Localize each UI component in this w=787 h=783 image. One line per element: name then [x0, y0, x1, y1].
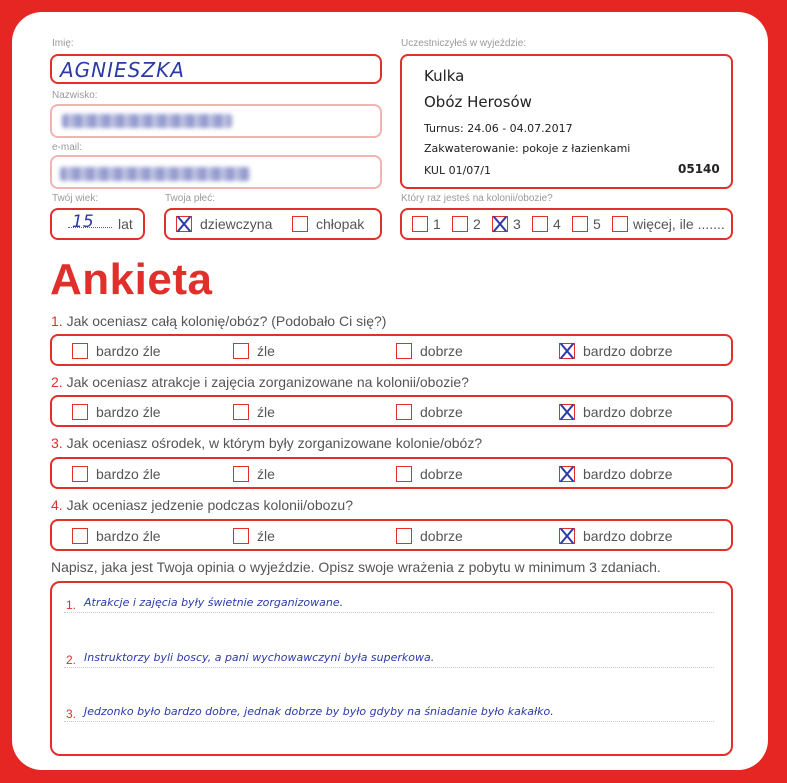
q1-option-d-label: bardzo dobrze	[583, 343, 673, 359]
camp-code: KUL 01/07/1	[424, 164, 491, 177]
age-label: Twój wiek:	[52, 193, 99, 204]
question-3-options	[50, 457, 733, 489]
which-time-label: Który raz jesteś na kolonii/obozie?	[401, 193, 553, 204]
question-4	[51, 497, 353, 513]
opinion-3-number: 3.	[66, 707, 77, 721]
q4-option-a-checkbox[interactable]	[72, 528, 88, 544]
name-label: Imię:	[52, 38, 74, 49]
q2-option-a-checkbox[interactable]	[72, 404, 88, 420]
q2-option-d-label: bardzo dobrze	[583, 404, 673, 420]
surname-redacted	[62, 114, 232, 128]
q4-option-a-label: bardzo źle	[96, 528, 161, 544]
q2-option-a-label: bardzo źle	[96, 404, 161, 420]
question-2-options	[50, 395, 733, 427]
q1-option-d-checkbox[interactable]	[559, 343, 575, 359]
question-3	[51, 435, 482, 451]
q3-option-b-label: źle	[257, 466, 275, 482]
q3-option-d-checkbox[interactable]	[559, 466, 575, 482]
q3-option-a-checkbox[interactable]	[72, 466, 88, 482]
q2-option-d-checkbox[interactable]	[559, 404, 575, 420]
question-3-text: Jak oceniasz ośrodek, w którym były zorganizowane kolonie/obóz?	[66, 435, 483, 451]
time-3-label: 3	[513, 216, 521, 232]
q4-option-c-checkbox[interactable]	[396, 528, 412, 544]
q4-option-b-checkbox[interactable]	[233, 528, 249, 544]
gender-label: Twoja płeć:	[165, 193, 216, 204]
opinion-3-line	[64, 721, 714, 722]
camp-type: Obóz Herosów	[424, 93, 532, 111]
q2-option-b-checkbox[interactable]	[233, 404, 249, 420]
opinion-2-line	[64, 667, 714, 668]
q4-option-d-label: bardzo dobrze	[583, 528, 673, 544]
name-value: AGNIESZKA	[60, 58, 185, 82]
q3-option-a-label: bardzo źle	[96, 466, 161, 482]
time-1-checkbox[interactable]	[412, 216, 428, 232]
time-1-label: 1	[433, 216, 441, 232]
female-checkbox[interactable]	[176, 216, 192, 232]
camp-name: Kulka	[424, 67, 465, 85]
question-4-options	[50, 519, 733, 551]
opinion-1-number: 1.	[66, 598, 77, 612]
male-checkbox[interactable]	[292, 216, 308, 232]
time-5-label: 5	[593, 216, 601, 232]
q3-option-b-checkbox[interactable]	[233, 466, 249, 482]
q1-option-b-checkbox[interactable]	[233, 343, 249, 359]
male-label: chłopak	[316, 216, 365, 232]
age-dotline	[68, 227, 112, 228]
which-time-field	[400, 208, 733, 240]
opinion-prompt: Napisz, jaka jest Twoja opinia o wyjeździe. Opisz swoje wrażenia z pobytu w minimum 3 zdaniach.	[51, 559, 661, 575]
opinion-1-text: Atrakcje i zajęcia były świetnie zorganizowane.	[84, 596, 344, 609]
question-2	[51, 374, 469, 390]
q1-option-a-label: bardzo źle	[96, 343, 161, 359]
opinion-2-number: 2.	[66, 653, 77, 667]
surname-field[interactable]	[50, 104, 382, 138]
email-redacted	[60, 167, 250, 181]
q1-option-c-checkbox[interactable]	[396, 343, 412, 359]
q2-option-c-label: dobrze	[420, 404, 463, 420]
female-label: dziewczyna	[200, 216, 273, 232]
time-more-checkbox[interactable]	[612, 216, 628, 232]
opinion-1-line	[64, 612, 714, 613]
name-field[interactable]	[50, 54, 382, 84]
time-2-label: 2	[473, 216, 481, 232]
question-4-number: 4.	[51, 497, 63, 513]
camp-turnus: Turnus: 24.06 - 04.07.2017	[424, 122, 573, 135]
q1-option-b-label: źle	[257, 343, 275, 359]
question-3-number: 3.	[51, 435, 63, 451]
age-field[interactable]	[50, 208, 145, 240]
question-4-text: Jak oceniasz jedzenie podczas kolonii/obozu?	[66, 497, 353, 513]
opinion-3-text: Jedzonko było bardzo dobre, jednak dobrze by było gdyby na śniadanie było kakałko.	[84, 705, 554, 718]
age-unit: lat	[118, 216, 133, 232]
time-4-label: 4	[553, 216, 561, 232]
q4-option-d-checkbox[interactable]	[559, 528, 575, 544]
camp-info-box	[400, 54, 733, 189]
time-3-checkbox[interactable]	[492, 216, 508, 232]
q1-option-a-checkbox[interactable]	[72, 343, 88, 359]
email-field[interactable]	[50, 155, 382, 189]
time-more-label: więcej, ile .......	[633, 216, 725, 232]
surname-label: Nazwisko:	[52, 90, 98, 101]
survey-title: Ankieta	[50, 255, 213, 304]
question-1	[51, 313, 386, 329]
time-5-checkbox[interactable]	[572, 216, 588, 232]
q1-option-c-label: dobrze	[420, 343, 463, 359]
question-2-text: Jak oceniasz atrakcje i zajęcia zorganizowane na kolonii/obozie?	[66, 374, 469, 390]
q4-option-b-label: źle	[257, 528, 275, 544]
opinion-2-text: Instruktorzy byli boscy, a pani wychowawczyni była superkowa.	[84, 651, 435, 664]
participated-label: Uczestniczyłeś w wyjeździe:	[401, 38, 527, 49]
question-1-number: 1.	[51, 313, 63, 329]
question-2-number: 2.	[51, 374, 63, 390]
q4-option-c-label: dobrze	[420, 528, 463, 544]
q3-option-c-label: dobrze	[420, 466, 463, 482]
q3-option-d-label: bardzo dobrze	[583, 466, 673, 482]
email-label: e-mail:	[52, 142, 83, 153]
camp-number: 05140	[678, 162, 720, 176]
time-4-checkbox[interactable]	[532, 216, 548, 232]
q2-option-b-label: źle	[257, 404, 275, 420]
q3-option-c-checkbox[interactable]	[396, 466, 412, 482]
age-value: 15	[72, 212, 94, 232]
question-1-options	[50, 334, 733, 366]
camp-accommodation: Zakwaterowanie: pokoje z łazienkami	[424, 142, 631, 155]
q2-option-c-checkbox[interactable]	[396, 404, 412, 420]
gender-field	[164, 208, 382, 240]
question-1-text: Jak oceniasz całą kolonię/obóz? (Podobało Ci się?)	[66, 313, 387, 329]
time-2-checkbox[interactable]	[452, 216, 468, 232]
